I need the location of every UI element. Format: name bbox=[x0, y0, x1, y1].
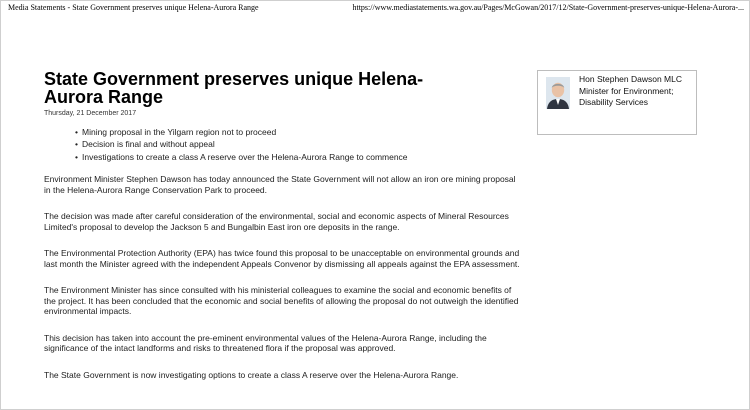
key-point: • Mining proposal in the Yilgarn region not to proceed bbox=[75, 126, 408, 138]
article-body bbox=[44, 174, 524, 396]
article-paragraph: The Environment Minister has since consulted with his ministerial colleagues to examine the social and economic benefits of the project. It has been concluded that the economic and social benefits of allowing the proposal do not outweigh the identified environmental impacts. bbox=[44, 285, 519, 316]
minister-name: Hon Stephen Dawson MLC bbox=[579, 74, 683, 84]
article-paragraph: Environment Minister Stephen Dawson has today announced the State Government will not allow an iron ore mining proposal in the Helena-Aurora Range Conservation Park to proceed. bbox=[44, 174, 516, 195]
publish-date: Thursday, 21 December 2017 bbox=[44, 110, 137, 117]
minister-card[interactable] bbox=[537, 70, 697, 135]
article-paragraph: The Environmental Protection Authority (EPA) has twice found this proposal to be unacceptable on environmental grounds and last month the Minister agreed with the independent Appeals Convenor by dismissing all appeals against the EPA assessment. bbox=[44, 248, 520, 269]
print-header bbox=[8, 3, 744, 15]
minister-portrait-icon bbox=[546, 77, 570, 109]
key-point: • Investigations to create a class A reserve over the Helena-Aurora Range to commence bbox=[75, 151, 408, 163]
key-points-list bbox=[75, 126, 408, 163]
minister-role: Minister for Environment; Disability Services bbox=[579, 86, 674, 107]
print-header-title: Media Statements - State Government preserves unique Helena-Aurora Range bbox=[8, 3, 259, 12]
key-point: • Decision is final and without appeal bbox=[75, 138, 408, 150]
article-paragraph: This decision has taken into account the pre-eminent environmental values of the Helena-Aurora Range, including the significance of the intact landforms and risks to threatened flora if the proposal was approved. bbox=[44, 332, 487, 353]
page-title: State Government preserves unique Helena-Aurora Range bbox=[44, 69, 424, 107]
print-header-url: https://www.mediastatements.wa.gov.au/Pages/McGowan/2017/12/State-Government-preserves-unique-Helena-Aurora-... bbox=[352, 3, 744, 12]
article-paragraph: The State Government is now investigating options to create a class A reserve over the Helena-Aurora Range. bbox=[44, 369, 459, 380]
article-paragraph: The decision was made after careful consideration of the environmental, social and economic aspects of Mineral Resources Limited's proposal to develop the Jackson 5 and Bungalbin East iron ore deposits in the range. bbox=[44, 211, 509, 232]
